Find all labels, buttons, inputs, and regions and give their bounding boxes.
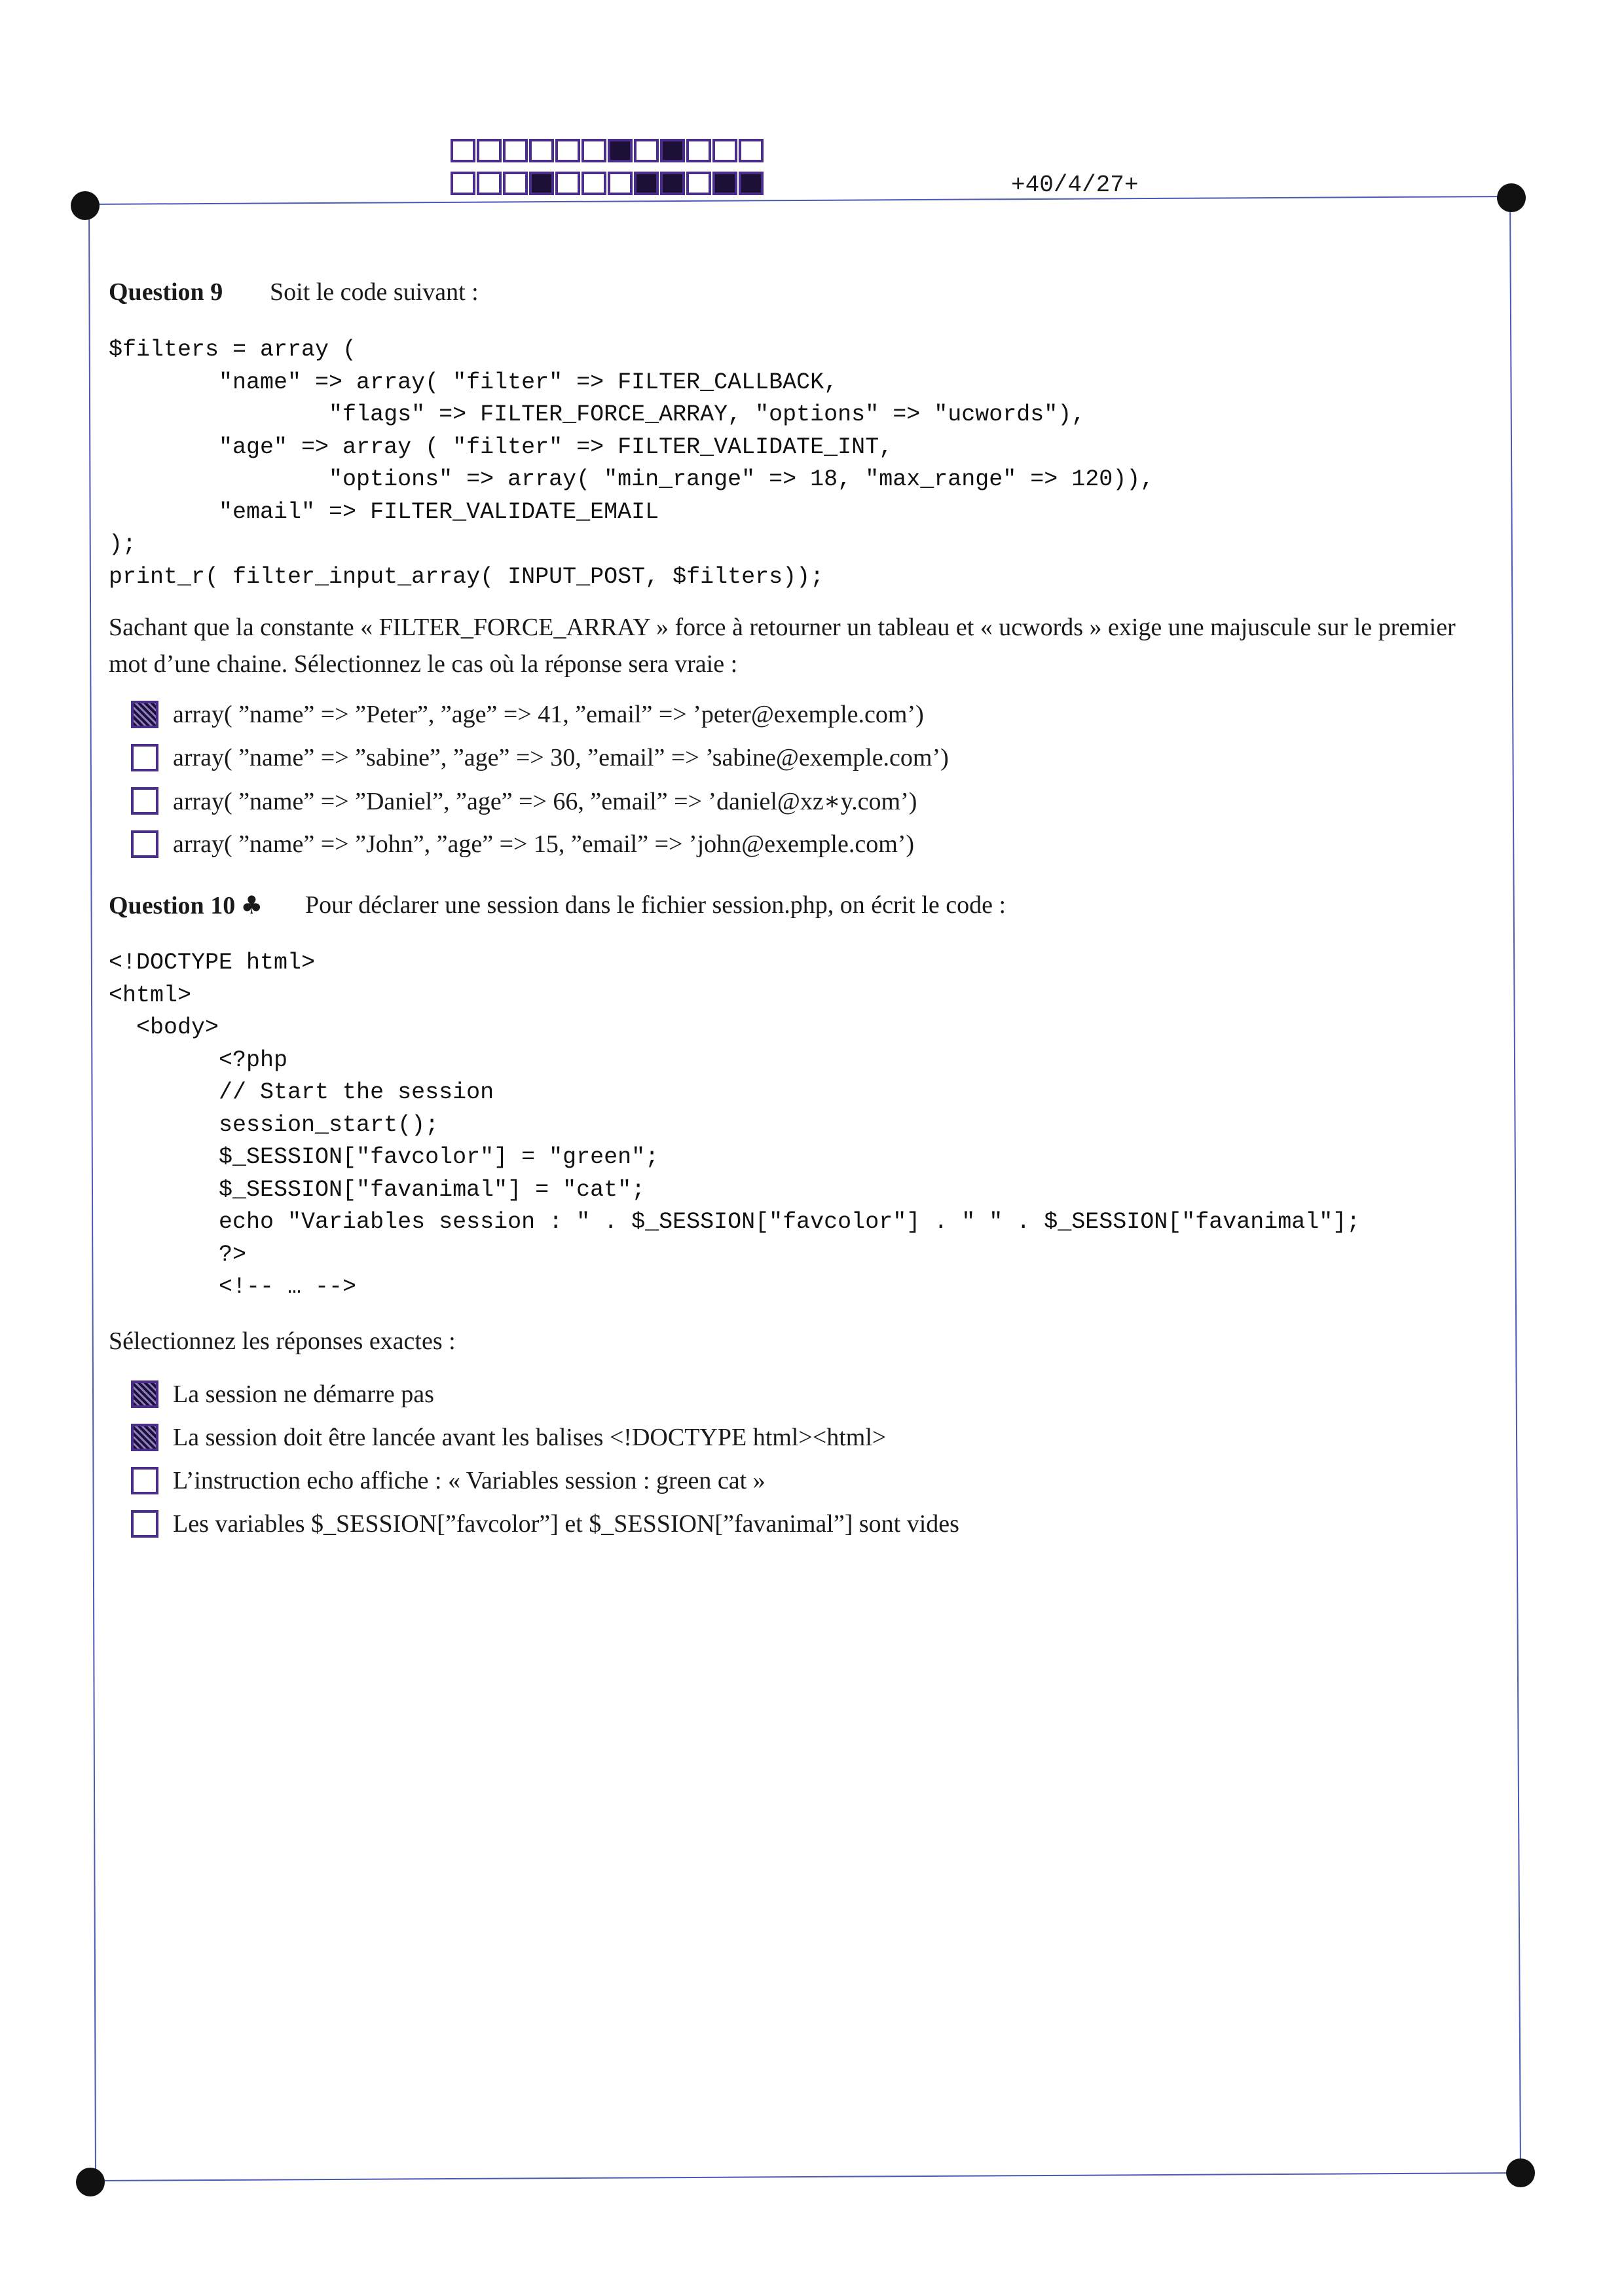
corner-mark-top-right — [1497, 183, 1526, 212]
answer-label: La session doit être lancée avant les balises <!DOCTYPE html><html> — [173, 1424, 887, 1451]
answer-label: Les variables $_SESSION[”favcolor”] et $_SESSION[”favanimal”] sont vides — [173, 1510, 959, 1538]
checkbox[interactable] — [131, 787, 158, 815]
question-10-number: Question 10 — [109, 892, 236, 919]
barcode-cell — [608, 172, 633, 195]
barcode-cell — [529, 172, 554, 195]
checked-checkbox[interactable] — [131, 1424, 158, 1451]
answer-option[interactable] — [131, 693, 949, 736]
barcode-cell — [451, 139, 475, 162]
answer-option[interactable] — [131, 1459, 959, 1502]
page-barcode-row-2 — [451, 172, 765, 195]
barcode-cell — [686, 172, 711, 195]
checkbox[interactable] — [131, 1510, 158, 1538]
barcode-cell — [686, 139, 711, 162]
barcode-cell — [712, 139, 737, 162]
question-10-prompt: Pour déclarer une session dans le fichier session.php, on écrit le code : — [305, 891, 1006, 919]
club-icon: ♣ — [240, 891, 263, 919]
barcode-cell — [660, 172, 685, 195]
barcode-cell — [608, 139, 633, 162]
question-9-answers — [131, 693, 949, 866]
page-barcode-row-1 — [451, 139, 765, 162]
barcode-cell — [503, 172, 528, 195]
barcode-cell — [581, 139, 606, 162]
checked-checkbox[interactable] — [131, 1380, 158, 1408]
checkbox[interactable] — [131, 1467, 158, 1494]
barcode-cell — [477, 172, 502, 195]
checkbox[interactable] — [131, 744, 158, 771]
barcode-cell — [555, 139, 580, 162]
answer-option[interactable] — [131, 1416, 959, 1459]
answer-option[interactable] — [131, 736, 949, 779]
corner-mark-bottom-right — [1506, 2158, 1535, 2187]
answer-option[interactable] — [131, 823, 949, 866]
barcode-cell — [581, 172, 606, 195]
answer-label: array( ”name” => ”Peter”, ”age” => 41, ”email” => ’peter@exemple.com’) — [173, 701, 924, 728]
answer-label: array( ”name” => ”John”, ”age” => 15, ”email” => ’john@exemple.com’) — [173, 830, 915, 858]
corner-mark-top-left — [71, 191, 100, 220]
barcode-cell — [739, 139, 764, 162]
barcode-cell — [529, 139, 554, 162]
question-10-answers — [131, 1373, 959, 1546]
barcode-cell — [451, 172, 475, 195]
answer-label: La session ne démarre pas — [173, 1380, 434, 1408]
barcode-cell — [739, 172, 764, 195]
question-9-prompt: Soit le code suivant : — [270, 278, 479, 306]
answer-option[interactable] — [131, 1373, 959, 1416]
answer-option[interactable] — [131, 1502, 959, 1546]
answer-option[interactable] — [131, 779, 949, 823]
checked-checkbox[interactable] — [131, 701, 158, 728]
page-id: +40/4/27+ — [1011, 172, 1139, 198]
barcode-cell — [634, 139, 659, 162]
barcode-cell — [477, 139, 502, 162]
barcode-cell — [712, 172, 737, 195]
question-9-code: $filters = array ( "name" => array( "filter" => FILTER_CALLBACK, "flags" => FILTER_FORCE_ARRAY, "options" => "ucwords"), "age" => array ( "filter" => FILTER_VALIDATE_INT, "options" => array( "min_range" => 18, "max_range" => 120)), "email" => FILTER_VALIDATE_EMAIL ); print_r( filter_input_array( INPUT_POST, $filters)); — [109, 337, 1154, 590]
question-9-number: Question 9 — [109, 278, 223, 306]
question-9-header — [109, 278, 479, 306]
barcode-cell — [634, 172, 659, 195]
question-10-header — [109, 891, 1006, 920]
answer-label: L’instruction echo affiche : « Variables session : green cat » — [173, 1467, 766, 1494]
barcode-cell — [555, 172, 580, 195]
answer-label: array( ”name” => ”sabine”, ”age” => 30, ”email” => ’sabine@exemple.com’) — [173, 744, 949, 771]
question-10-instruction: Sélectionnez les réponses exactes : — [109, 1327, 456, 1355]
corner-mark-bottom-left — [76, 2168, 105, 2196]
barcode-cell — [660, 139, 685, 162]
question-9-instruction: Sachant que la constante « FILTER_FORCE_ARRAY » force à retourner un tableau et « ucwords » exige une majuscule sur le premier mot d’une chaine. Sélectionnez le cas où la réponse sera vraie : — [109, 614, 1456, 678]
checkbox[interactable] — [131, 830, 158, 858]
question-10-code: <!DOCTYPE html> <html> <body> <?php // Start the session session_start(); $_SESSION["favcolor"] = "green"; $_SESSION["favanimal"] = "cat"; echo "Variables session : " . $_SESSION["favcolor"] . " " . $_SESSION["favanimal"]; ?> <!-- … --> — [109, 950, 1361, 1300]
answer-label: array( ”name” => ”Daniel”, ”age” => 66, ”email” => ’daniel@xz∗y.com’) — [173, 787, 917, 815]
barcode-cell — [503, 139, 528, 162]
